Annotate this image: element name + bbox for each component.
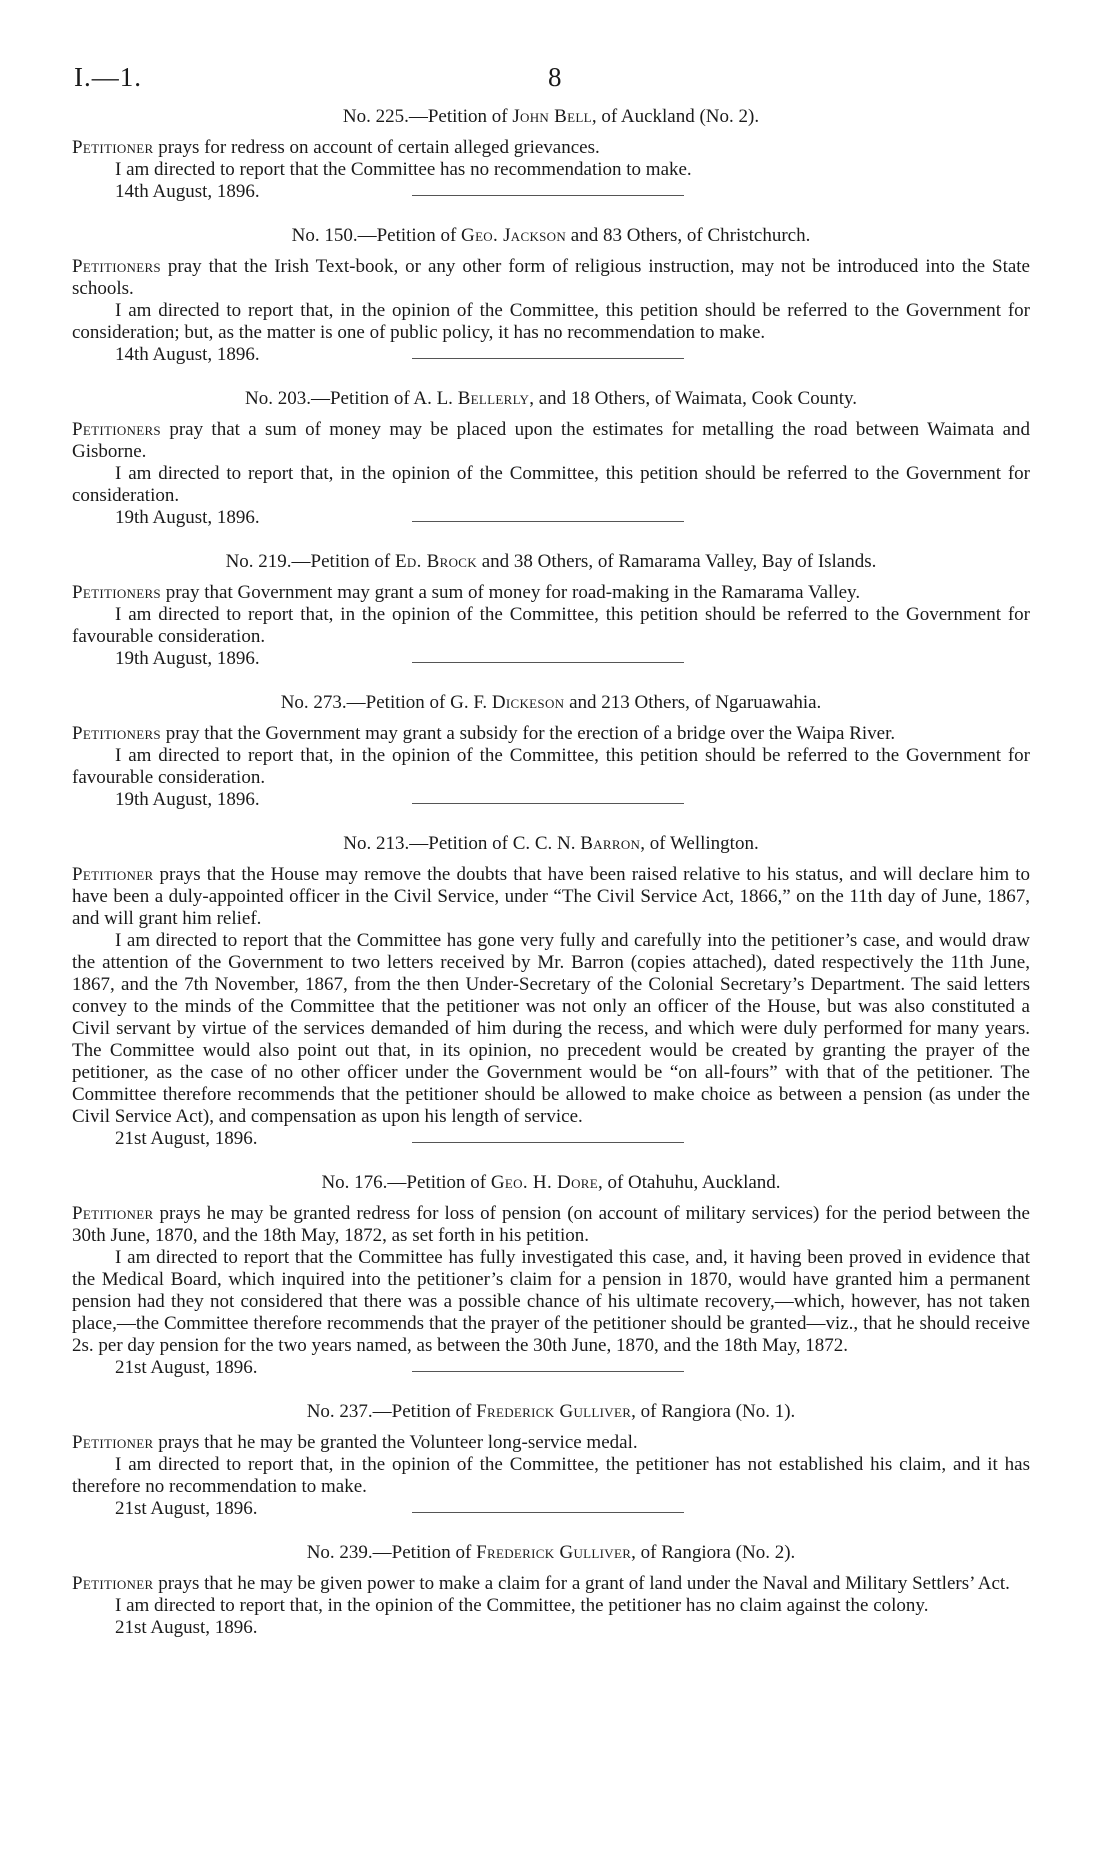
petition-prayer: Petitioners pray that a sum of money may be placed upon the estimates for metalling the road between Waimata and Gisborne. (72, 419, 1030, 462)
petition-title: No. 239.—Petition of Frederick Gulliver, of Rangiora (No. 2). (306, 1542, 796, 1563)
petition-title: No. 176.—Petition of Geo. H. Dore, of Otahuhu, Auckland. (321, 1172, 781, 1193)
section-divider (72, 366, 1030, 388)
committee-report: I am directed to report that, in the opinion of the Committee, this petition should be referred to the Government for consideration. (72, 463, 1030, 506)
petitioner-name: Frederick Gulliver (476, 1542, 632, 1563)
report-date: 19th August, 1896. (115, 507, 260, 528)
petition-prayer: Petitioners pray that the Government may grant a subsidy for the erection of a bridge over the Waipa River. (72, 723, 896, 744)
petitioner-name: Geo. Jackson (461, 225, 567, 246)
committee-report: I am directed to report that the Committee has no recommendation to make. (115, 159, 692, 180)
petition-entry (72, 1542, 1030, 1639)
petitioner-name: Dickeson (491, 692, 565, 713)
petitioner-name: John Bell (512, 106, 592, 127)
petition-title: No. 150.—Petition of Geo. Jackson and 83 Others, of Christchurch. (291, 225, 811, 246)
report-date: 21st August, 1896. (115, 1617, 258, 1638)
petitioner-name: Frederick Gulliver (476, 1401, 632, 1422)
petition-title: No. 203.—Petition of A. L. Bellerly, and 18 Others, of Waimata, Cook County. (244, 388, 857, 409)
petitioner-name: Barron (580, 833, 641, 854)
petition-title: No. 213.—Petition of C. C. N. Barron, of Wellington. (343, 833, 759, 854)
petition-entry (72, 225, 1030, 388)
petition-title: No. 225.—Petition of John Bell, of Auckland (No. 2). (342, 106, 760, 127)
committee-report: I am directed to report that the Committee has gone very fully and carefully into the petitioner’s case, and would draw the attention of the Government to two letters received by Mr. Barron (copies attached), dated respectively the 11th June, 1867, and the 7th November, 1867, from the then Under-Secretary of the Colonial Secretary’s Department. The said letters convey to the minds of the Committee that the petitioner was not only an officer of the House, but was also constituted a Civil servant by virtue of the services demanded of him during the recess, and which were duly performed for many years. The Committee would also point out that, in its opinion, no precedent would be created by granting the prayer of the petitioner, as the case of no other officer under the Government would be “on all-fours” with that of the petitioner. The Committee therefore recommends that the petitioner should be allowed to make choice as between a pension (as under the Civil Service Act), and compensation as upon his length of service. (72, 930, 1030, 1127)
petition-title: No. 219.—Petition of Ed. Brock and 38 Others, of Ramarama Valley, Bay of Islands. (225, 551, 877, 572)
report-date: 19th August, 1896. (115, 648, 260, 669)
committee-report: I am directed to report that, in the opinion of the Committee, this petition should be referred to the Government for consideration; but, as the matter is one of public policy, it has no recommendation to make. (72, 300, 1030, 343)
petition-entry (72, 106, 1030, 225)
committee-report: I am directed to report that, in the opinion of the Committee, the petitioner has no claim against the colony. (115, 1595, 929, 1616)
committee-report: I am directed to report that the Committee has fully investigated this case, and, it having been proved in evidence that the Medical Board, which inquired into the petitioner’s claim for a pension in 1870, would have granted him a permanent pension had they not considered that there was a possible chance of his ultimate recovery,—which, however, has not taken place,—the Committee therefore recommends that the prayer of the petitioner should be granted—viz., that he should receive 2s. per day pension for the two years named, as between the 30th June, 1870, and the 18th May, 1872. (72, 1247, 1030, 1356)
section-divider (72, 203, 1030, 225)
report-date: 21st August, 1896. (115, 1357, 258, 1378)
page-header (72, 60, 1030, 102)
section-divider (72, 1520, 1030, 1542)
petition-prayer: Petitioners pray that the Irish Text-book, or any other form of religious instruction, may not be introduced into the State schools. (72, 256, 1030, 299)
petitioner-name: Geo. H. Dore (490, 1172, 598, 1193)
report-date: 19th August, 1896. (115, 789, 260, 810)
petitioner-name: Ed. Brock (394, 551, 477, 572)
document-page (72, 60, 1030, 1639)
report-date: 21st August, 1896. (115, 1498, 258, 1519)
petition-prayer: Petitioners pray that Government may grant a sum of money for road-making in the Ramarama Valley. (72, 582, 861, 603)
section-divider (72, 670, 1030, 692)
petition-entry (72, 1401, 1030, 1542)
petition-entry (72, 833, 1030, 1172)
page-number: 8 (548, 62, 562, 92)
section-divider (72, 529, 1030, 551)
committee-report: I am directed to report that, in the opinion of the Committee, this petition should be referred to the Government for favourable consideration. (72, 604, 1030, 647)
section-divider (72, 1150, 1030, 1172)
petitioner-name: Bellerly (457, 388, 530, 409)
committee-report: I am directed to report that, in the opinion of the Committee, the petitioner has not established his claim, and it has therefore no recommendation to make. (72, 1454, 1030, 1497)
petition-prayer: Petitioner prays for redress on account of certain alleged grievances. (72, 137, 600, 158)
section-divider (72, 811, 1030, 833)
report-date: 14th August, 1896. (115, 181, 260, 202)
petition-entry (72, 551, 1030, 692)
petition-title: No. 237.—Petition of Frederick Gulliver, of Rangiora (No. 1). (306, 1401, 796, 1422)
petition-title: No. 273.—Petition of G. F. Dickeson and 213 Others, of Ngaruawahia. (280, 692, 822, 713)
petition-prayer: Petitioner prays that the House may remove the doubts that have been raised relative to his status, and will declare him to have been a duly-appointed officer in the Civil Service, under “The Civil Service Act, 1866,” on the 11th day of June, 1867, and will grant him relief. (72, 864, 1030, 929)
petition-prayer: Petitioner prays that he may be given power to make a claim for a grant of land under the Naval and Military Settlers’ Act. (72, 1573, 1010, 1594)
petition-entry (72, 692, 1030, 833)
petition-entry (72, 1172, 1030, 1401)
report-date: 21st August, 1896. (115, 1128, 258, 1149)
section-divider (72, 1379, 1030, 1401)
document-reference: I.—1. (74, 62, 142, 92)
report-date: 14th August, 1896. (115, 344, 260, 365)
committee-report: I am directed to report that, in the opinion of the Committee, this petition should be referred to the Government for favourable consideration. (72, 745, 1030, 788)
petition-prayer: Petitioner prays that he may be granted the Volunteer long-service medal. (72, 1432, 638, 1453)
petition-entry (72, 388, 1030, 551)
petition-prayer: Petitioner prays he may be granted redress for loss of pension (on account of military services) for the period between the 30th June, 1870, and the 18th May, 1872, as set forth in his petition. (72, 1203, 1030, 1246)
